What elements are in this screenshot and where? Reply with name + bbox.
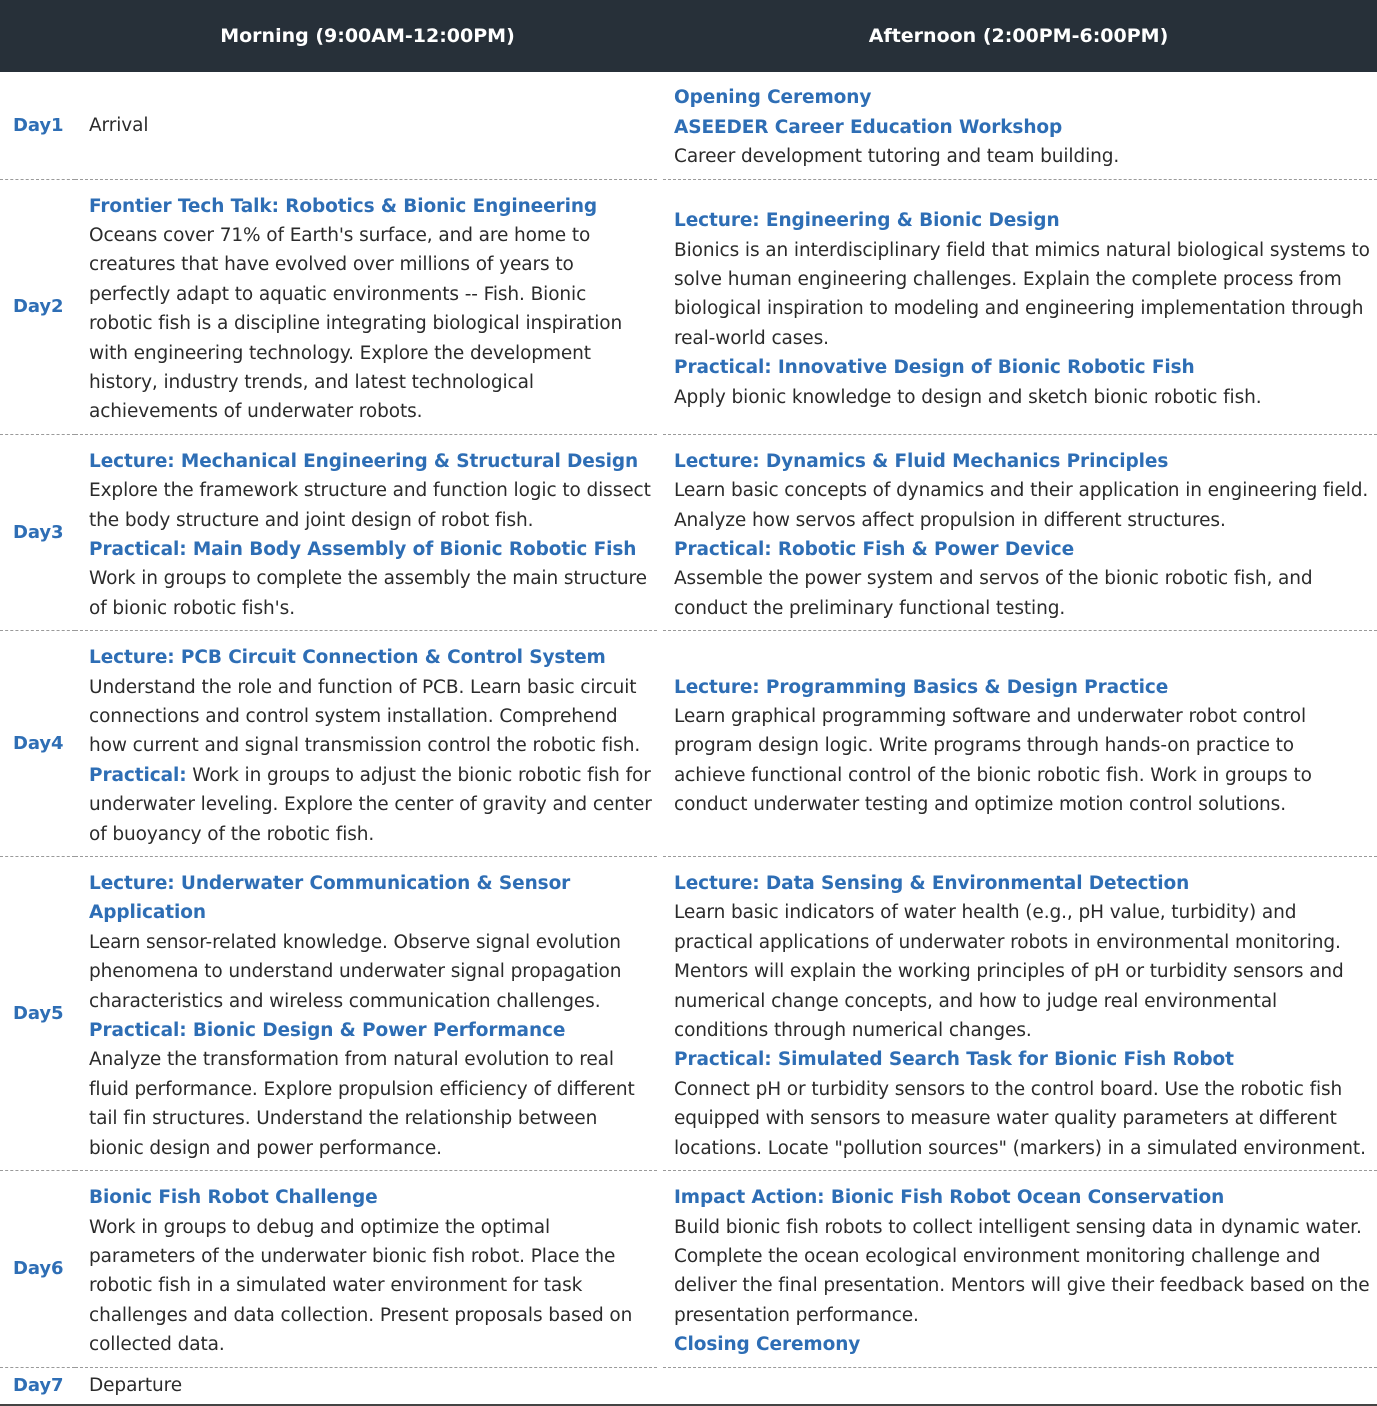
- activity-description: Understand the role and function of PCB. Learn basic circuit connections and control system installation. Comprehend how current and signal transmission control the robotic fish.: [89, 676, 641, 757]
- morning-cell: [75, 857, 660, 1171]
- day-label: Day7: [13, 1375, 64, 1397]
- day-row-3: [0, 434, 1377, 630]
- activity-description: Work in groups to complete the assembly the main structure of bionic robotic fish's.: [89, 568, 647, 619]
- header-afternoon: Afternoon (2:00PM-6:00PM): [868, 25, 1169, 47]
- activity-title: Lecture: Programming Basics & Design Practice: [674, 676, 1169, 698]
- activity-description: Explore the framework structure and function logic to dissect the body structure and joint design of robot fish.: [89, 480, 651, 531]
- activity-title: Frontier Tech Talk: Robotics & Bionic Engineering: [89, 195, 598, 217]
- activity-title: Practical: Simulated Search Task for Bionic Fish Robot: [674, 1049, 1234, 1071]
- activity-description: Build bionic fish robots to collect intelligent sensing data in dynamic water. Complete the ocean ecological environment monitoring challenge and deliver the final presentation. Mentors will give their feedback based on the presentation performance.: [674, 1216, 1370, 1326]
- day-row-5: [0, 857, 1377, 1171]
- activity-description: Analyze the transformation from natural evolution to real fluid performance. Explore propulsion efficiency of different tail fin structures. Understand the relationship between bionic design and power performance.: [89, 1049, 635, 1159]
- activity-title: Bionic Fish Robot Challenge: [89, 1187, 378, 1209]
- activity-title: Impact Action: Bionic Fish Robot Ocean Conservation: [674, 1187, 1225, 1209]
- activity-description: Learn sensor-related knowledge. Observe signal evolution phenomena to understand underwater signal propagation characteristics and wireless communication challenges.: [89, 931, 622, 1012]
- activity-description: Career development tutoring and team building.: [674, 145, 1120, 167]
- day-label: Day3: [13, 521, 64, 543]
- activity-inline-title: Practical:: [89, 764, 187, 786]
- morning-cell: [75, 1171, 660, 1367]
- activity-title: Lecture: Underwater Communication & Sensor Application: [89, 873, 571, 924]
- header-day-spacer: [0, 0, 75, 72]
- activity-title: Opening Ceremony: [674, 87, 872, 109]
- activity-description: Apply bionic knowledge to design and sketch bionic robotic fish.: [674, 386, 1262, 408]
- morning-cell: [75, 434, 660, 630]
- day-label: Day4: [13, 732, 64, 754]
- afternoon-cell: [660, 1171, 1377, 1367]
- activity-title: Practical: Bionic Design & Power Performance: [89, 1020, 566, 1042]
- day-row-6: [0, 1171, 1377, 1367]
- header-morning: Morning (9:00AM-12:00PM): [220, 25, 515, 47]
- activity-description: Learn basic indicators of water health (e.g., pH value, turbidity) and practical applications of underwater robots in environmental monitoring. Mentors will explain the working principles of pH or turbidity sensors and numerical change concepts, and how to judge real environmental conditions through numerical changes.: [674, 902, 1344, 1042]
- activity-description: Departure: [89, 1375, 182, 1397]
- activity-title: Lecture: Data Sensing & Environmental Detection: [674, 873, 1190, 895]
- day-label: Day2: [13, 295, 64, 317]
- activity-title: Practical: Innovative Design of Bionic Robotic Fish: [674, 357, 1195, 379]
- day-row-2: [0, 179, 1377, 434]
- activity-title: Lecture: Mechanical Engineering & Structural Design: [89, 450, 639, 472]
- afternoon-cell: [660, 857, 1377, 1171]
- afternoon-cell: [660, 179, 1377, 434]
- day-label: Day1: [13, 114, 64, 136]
- activity-title: Practical: Main Body Assembly of Bionic Robotic Fish: [89, 538, 637, 560]
- activity-description: Oceans cover 71% of Earth's surface, and are home to creatures that have evolved over millions of years to perfectly adapt to aquatic environments -- Fish. Bionic robotic fish is a discipline integrating biological inspiration with engineering technology. Explore the development history, industry trends, and latest technological achievements of underwater robots.: [89, 224, 623, 423]
- activity-title: Lecture: Engineering & Bionic Design: [674, 210, 1060, 232]
- schedule-body: [0, 72, 1377, 1405]
- activity-title: ASEEDER Career Education Workshop: [674, 116, 1063, 138]
- afternoon-cell: [660, 631, 1377, 857]
- activity-title: Lecture: Dynamics & Fluid Mechanics Principles: [674, 450, 1169, 472]
- activity-description: Work in groups to adjust the bionic robotic fish for underwater leveling. Explore the center of gravity and center of buoyancy of the robotic fish.: [89, 764, 652, 845]
- activity-description: Arrival: [89, 114, 149, 136]
- morning-cell: [75, 1367, 660, 1405]
- morning-cell: [75, 72, 660, 179]
- activity-description: Assemble the power system and servos of the bionic robotic fish, and conduct the preliminary functional testing.: [674, 568, 1313, 619]
- morning-cell: [75, 631, 660, 857]
- day-row-4: [0, 631, 1377, 857]
- afternoon-cell: [660, 434, 1377, 630]
- activity-title: Practical: Robotic Fish & Power Device: [674, 538, 1075, 560]
- afternoon-cell: [660, 72, 1377, 179]
- activity-description: Connect pH or turbidity sensors to the control board. Use the robotic fish equipped with sensors to measure water quality parameters at different locations. Locate "pollution sources" (markers) in a simulated environment.: [674, 1078, 1366, 1159]
- day-row-1: [0, 72, 1377, 179]
- day-label: Day5: [13, 1002, 64, 1024]
- morning-cell: [75, 179, 660, 434]
- activity-description: Bionics is an interdisciplinary field that mimics natural biological systems to solve human engineering challenges. Explain the complete process from biological inspiration to modeling and engineering implementation through real-world cases.: [674, 239, 1370, 349]
- day-label: Day6: [13, 1258, 64, 1280]
- activity-description: Work in groups to debug and optimize the optimal parameters of the underwater bionic fish robot. Place the robotic fish in a simulated water environment for task challenges and data collection. Present proposals based on collected data.: [89, 1216, 633, 1356]
- activity-description: Learn graphical programming software and underwater robot control program design logic. Write programs through hands-on practice to achieve functional control of the bionic robotic fish. Work in groups to conduct underwater testing and optimize motion control solutions.: [674, 706, 1312, 816]
- day-row-7: [0, 1367, 1377, 1405]
- activity-title: Closing Ceremony: [674, 1334, 861, 1356]
- afternoon-cell: [660, 1367, 1377, 1405]
- activity-description: Learn basic concepts of dynamics and their application in engineering field. Analyze how servos affect propulsion in different structures.: [674, 480, 1369, 531]
- activity-title: Lecture: PCB Circuit Connection & Control System: [89, 647, 606, 669]
- schedule-header: [0, 0, 1377, 72]
